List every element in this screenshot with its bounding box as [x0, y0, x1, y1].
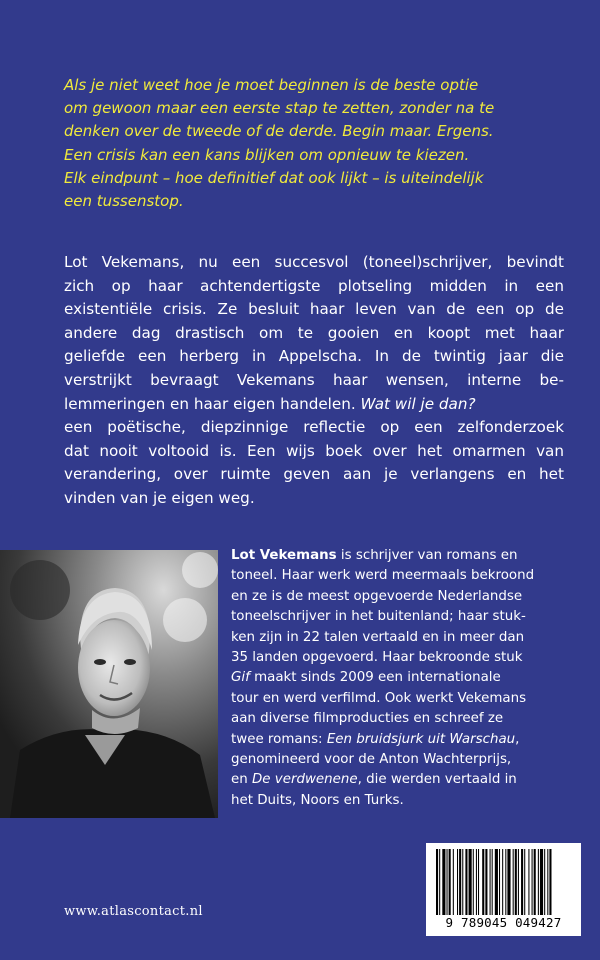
bio-line: [231, 546, 576, 566]
barcode-bar: [513, 849, 514, 915]
barcode-bar: [439, 849, 440, 915]
blurb-line: existentiële crisis. Ze besluit haar leven van de een op de: [64, 300, 564, 319]
barcode-bar: [524, 849, 525, 915]
barcode-bar: [528, 849, 529, 915]
bio-text: twee romans:: [231, 731, 327, 747]
bio-line: genomineerd voor de Anton Wachterprijs,: [231, 752, 512, 768]
blurb-line: vinden van je eigen weg.: [64, 488, 255, 507]
barcode-bar: [449, 849, 451, 915]
barcode-bar: [515, 849, 517, 915]
barcode-bar: [478, 849, 479, 915]
barcode-bar: [453, 849, 454, 915]
blurb-line: [64, 393, 564, 417]
barcode-bar: [442, 849, 445, 915]
bio-line: [231, 668, 576, 688]
novel-title: De verdwenene: [251, 772, 358, 788]
barcode-bar: [447, 849, 448, 915]
play-title: Gif: [231, 670, 250, 686]
bio-text: , die werden vertaald in: [357, 772, 517, 788]
bio-line: [231, 770, 576, 790]
bio-line: aan diverse filmproducties en schreef ze: [231, 711, 504, 727]
barcode-icon: [432, 849, 575, 917]
barcode-bar: [532, 849, 533, 915]
barcode-bar: [473, 849, 474, 915]
blurb-line: dat nooit voltooid is. Een wijs boek over het omarmen van: [64, 441, 564, 460]
barcode-bar: [547, 849, 548, 915]
barcode-bar: [502, 849, 503, 915]
barcode-bar: [465, 849, 467, 915]
author-photo: [0, 550, 218, 818]
author-portrait-icon: [0, 550, 218, 818]
blurb-line: andere dag drastisch om te gooien en koopt met haar: [64, 323, 564, 342]
blurb-line: geliefde een herberg in Appelscha. In de twintig jaar die: [64, 347, 564, 366]
book-blurb: [64, 251, 564, 511]
barcode-bar: [499, 849, 500, 915]
bio-line: ken zijn in 22 talen vertaald en in meer dan: [231, 629, 525, 645]
barcode-bar: [505, 849, 506, 915]
barcode-bar: [490, 849, 491, 915]
bio-text: ,: [515, 731, 520, 747]
barcode-bar: [485, 849, 487, 915]
isbn-number: 9 789045 049427: [445, 915, 562, 930]
blurb-line: zich op haar achtendertigste plotseling midden in een: [64, 276, 564, 295]
barcode-bar: [476, 849, 477, 915]
barcode-bar: [492, 849, 493, 915]
barcode-bar: [482, 849, 484, 915]
barcode-bar: [457, 849, 458, 915]
blurb-text: lemmeringen en haar eigen handelen.: [64, 394, 356, 413]
barcode-bar: [507, 849, 510, 915]
bio-line: 35 landen opgevoerd. Haar bekroonde stuk: [231, 650, 523, 666]
bio-line: toneelschrijver in het buitenland; haar stuk-: [231, 609, 526, 625]
bio-line: [231, 730, 576, 750]
barcode-bar: [518, 849, 519, 915]
isbn-barcode: [426, 843, 581, 936]
publisher-website: www.atlascontact.nl: [64, 904, 203, 919]
book-title: Wat wil je dan?: [360, 394, 476, 413]
barcode-bar: [544, 849, 545, 915]
barcode-bar: [534, 849, 536, 915]
bio-line: toneel. Haar werk werd meermaals bekroond: [231, 568, 535, 584]
bio-text: en: [231, 772, 252, 788]
barcode-bar: [459, 849, 461, 915]
blurb-line: een poëtische, diepzinnige reflectie op een zelfonderzoek: [64, 418, 564, 437]
barcode-bar: [469, 849, 472, 915]
author-bio: [231, 546, 576, 811]
bio-line: en ze is de meest opgevoerde Nederlandse: [231, 588, 523, 604]
author-name: Lot Vekemans: [231, 548, 337, 563]
barcode-bar: [540, 849, 543, 915]
bio-line: het Duits, Noors en Turks.: [231, 792, 404, 808]
barcode-bar: [521, 849, 523, 915]
back-cover-quote: Als je niet weet hoe je moet beginnen is de beste optie om gewoon maar een eerste stap te zetten, zonder na te denken over de tweede of de derde. Begin maar. Ergens. Een crisis kan een kans blijken om opnieuw te kiezen. Elk eindpunt – hoe definitief dat ook lijkt – is uiteindelijk een tussenstop.: [64, 76, 495, 211]
barcode-bar: [538, 849, 539, 915]
barcode-bar: [436, 849, 438, 915]
barcode-bar: [495, 849, 498, 915]
bio-line: tour en werd verfilmd. Ook werkt Vekemans: [231, 690, 527, 706]
bio-text: is schrijver van romans en: [336, 548, 518, 563]
barcode-bar: [549, 849, 551, 915]
blurb-line: verstrijkt bevraagt Vekemans haar wensen, interne be-: [64, 370, 564, 389]
barcode-bar: [462, 849, 463, 915]
blurb-line: Lot Vekemans, nu een succesvol (toneel)schrijver, bevindt: [64, 253, 564, 271]
bio-text: maakt sinds 2009 een internationale: [249, 670, 501, 686]
blurb-line: verandering, over ruimte geven aan je verlangens en het: [64, 465, 564, 484]
novel-title: Een bruidsjurk uit Warschau: [326, 731, 516, 747]
